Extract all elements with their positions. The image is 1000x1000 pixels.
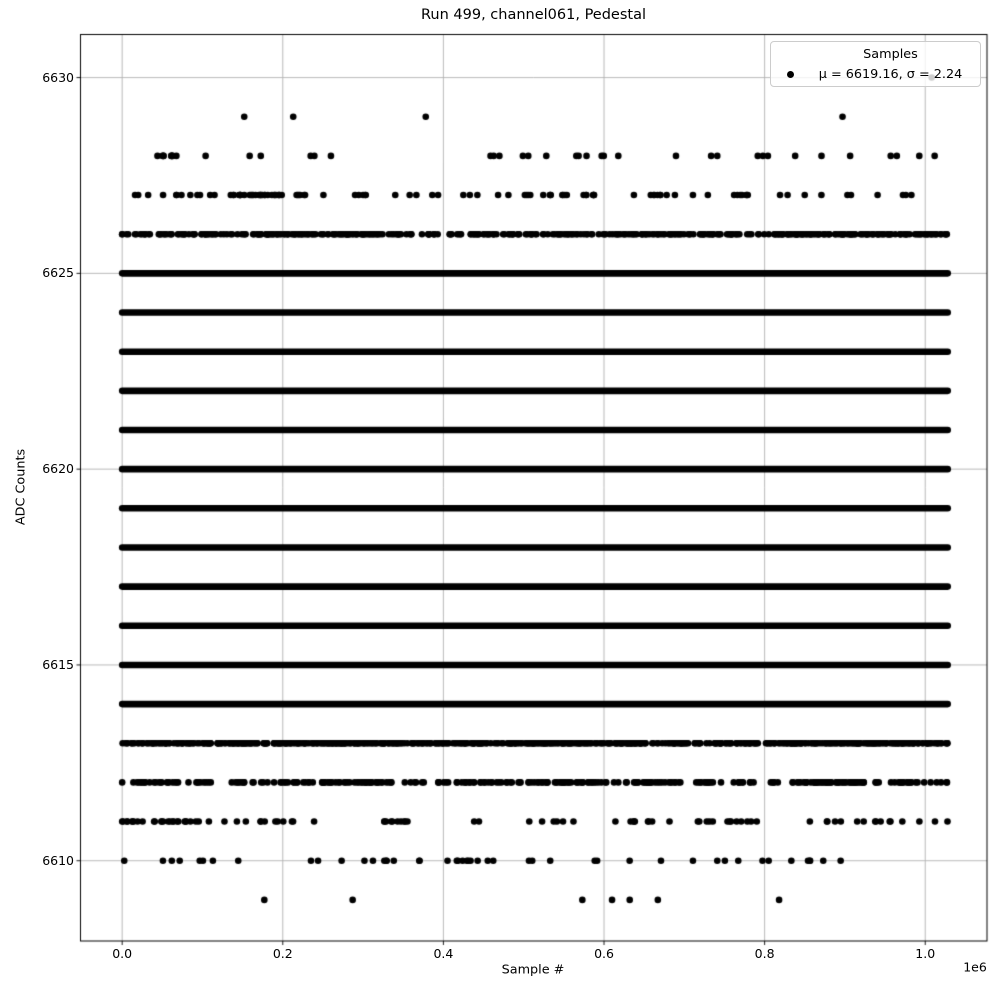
x-axis-offset-label: 1e6 — [963, 959, 987, 975]
x-tick-label: 0.6 — [594, 946, 614, 961]
y-tick-label: 6630 — [42, 69, 74, 85]
y-axis-label: ADC Counts — [13, 448, 29, 526]
legend-stats: μ = 6619.16, σ = 2.24 — [818, 66, 963, 82]
x-tick-label: 0.0 — [112, 946, 133, 961]
x-axis-label: Sample # — [501, 962, 565, 978]
legend-text — [807, 45, 974, 85]
legend-label: Samples — [863, 47, 918, 62]
x-tick-label: 0.2 — [272, 946, 293, 961]
samples-marker-icon — [787, 71, 794, 78]
y-tick-label: 6615 — [42, 656, 74, 672]
y-tick-label: 6610 — [42, 852, 74, 868]
chart-title: Run 499, channel061, Pedestal — [420, 7, 646, 23]
x-tick-label: 0.4 — [433, 946, 454, 961]
y-tick-label: 6625 — [42, 265, 74, 281]
x-tick-label: 1.0 — [915, 946, 936, 961]
legend — [770, 41, 981, 87]
x-tick-label: 0.8 — [754, 946, 775, 961]
y-tick-label: 6620 — [42, 461, 74, 477]
